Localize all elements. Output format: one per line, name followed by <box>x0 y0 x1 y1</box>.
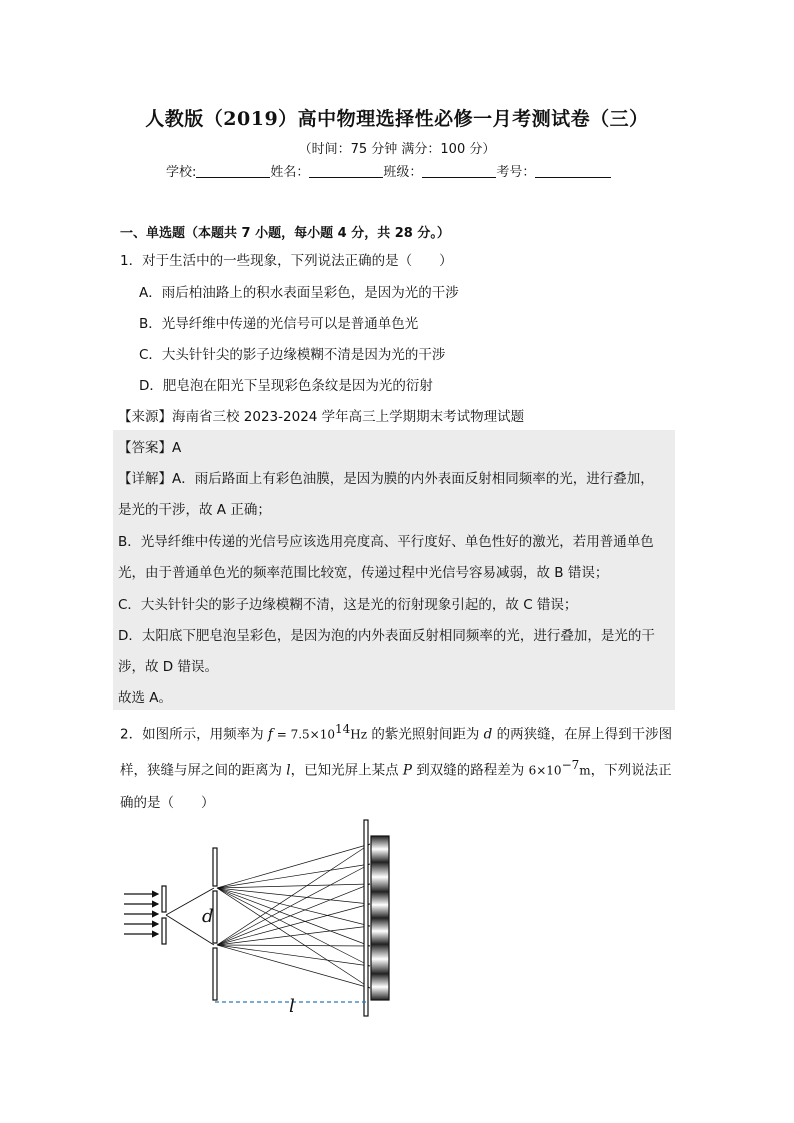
explanation-line: 故选 A。 <box>118 690 173 706</box>
light-ray <box>217 904 370 945</box>
light-ray <box>217 945 370 966</box>
student-info-line <box>166 161 611 180</box>
path-difference-exponent: −7 <box>561 758 580 772</box>
exam-no-blank[interactable] <box>535 164 611 178</box>
explanation-line: 是光的干涉，故 A 正确； <box>118 502 271 518</box>
light-ray <box>217 888 370 926</box>
interference-rays <box>217 844 370 988</box>
exam-no-label: 考号： <box>496 165 536 180</box>
exam-time-score: （时间：75 分钟 满分：100 分） <box>298 142 496 157</box>
frequency-symbol: f <box>267 726 273 743</box>
answer-label: 【答案】A <box>118 440 182 456</box>
double-slit-barrier <box>213 848 217 1000</box>
class-label: 班级： <box>383 165 423 180</box>
incident-light-arrows <box>124 894 158 934</box>
point-p-symbol: P <box>402 762 413 779</box>
light-ray <box>217 844 370 888</box>
q2-text: 样，狭缝与屏之间的距离为 <box>120 762 287 779</box>
school-blank[interactable] <box>196 164 270 178</box>
slit-distance-label: d <box>202 906 214 927</box>
slit-distance-symbol: d <box>483 726 493 743</box>
question-1-option-d: D．肥皂泡在阳光下呈现彩色条纹是因为光的衍射 <box>139 378 433 394</box>
frequency-value: = 7.5×10 <box>272 727 335 742</box>
question-2-line-3: 确的是（ ） <box>120 795 215 811</box>
q2-text: ，下列说法正 <box>590 762 672 779</box>
screen-distance-symbol: l <box>286 762 291 779</box>
question-1-option-a: A．雨后柏油路上的积水表面呈彩色，是因为光的干涉 <box>139 285 459 301</box>
screen-distance-label: l <box>289 996 295 1017</box>
question-1-stem: 1．对于生活中的一些现象，下列说法正确的是（ ） <box>120 253 453 269</box>
explanation-line: D．太阳底下肥皂泡呈彩色，是因为泡的内外表面反射相同频率的光，进行叠加，是光的干 <box>118 628 655 644</box>
question-2-line-1 <box>120 722 672 743</box>
question-1-source: 【来源】海南省三校 2023-2024 学年高三上学期期末考试物理试题 <box>118 409 525 425</box>
light-ray <box>217 888 370 946</box>
class-blank[interactable] <box>422 164 496 178</box>
explanation-line: 光，由于普通单色光的频率范围比较宽，传递过程中光信号容易减弱，故 B 错误； <box>118 565 609 581</box>
question-1-option-c: C．大头针针尖的影子边缘模糊不清是因为光的干涉 <box>139 347 446 363</box>
explanation-line: C．大头针针尖的影子边缘模糊不清，这是光的衍射现象引起的，故 C 错误； <box>118 597 578 613</box>
school-label: 学校: <box>166 165 197 180</box>
name-label: 姓名： <box>270 165 310 180</box>
light-ray <box>217 844 370 945</box>
path-difference-unit: m <box>579 763 591 778</box>
q2-text: 2．如图所示，用频率为 <box>120 726 268 743</box>
question-1-option-b: B．光导纤维中传递的光信号可以是普通单色光 <box>139 316 419 332</box>
q2-text: 的紫光照射间距为 <box>367 726 484 743</box>
light-ray <box>217 945 370 946</box>
light-ray <box>217 888 370 966</box>
explanation-line: B．光导纤维中传递的光信号应该选用亮度高、平行度好、单色性好的激光，若用普通单色 <box>118 534 654 550</box>
q2-text: ，已知光屏上某点 <box>290 762 403 779</box>
double-slit-diagram <box>118 816 398 1022</box>
screen-support <box>364 820 368 1016</box>
q2-text: 到双缝的路程差为 <box>412 762 529 779</box>
frequency-exponent: 14 <box>334 722 351 736</box>
light-ray <box>217 888 370 904</box>
light-ray <box>217 945 370 988</box>
single-slit-barrier <box>162 886 166 944</box>
path-difference-value: 6×10 <box>528 763 562 778</box>
q2-text: 的两狭缝，在屏上得到干涉图 <box>492 726 673 743</box>
explanation-line: 【详解】A．雨后路面上有彩色油膜，是因为膜的内外表面反射相同频率的光，进行叠加， <box>118 471 654 487</box>
question-2-line-2 <box>120 758 672 779</box>
interference-fringes <box>371 836 389 1000</box>
name-blank[interactable] <box>309 164 383 178</box>
light-ray <box>217 888 370 988</box>
section-heading: 一、单选题（本题共 7 小题，每小题 4 分，共 28 分。） <box>120 226 450 241</box>
explanation-line: 涉，故 D 错误。 <box>118 659 218 675</box>
exam-title: 人教版（2019）高中物理选择性必修一月考测试卷（三） <box>145 108 649 130</box>
frequency-unit: Hz <box>350 727 368 742</box>
